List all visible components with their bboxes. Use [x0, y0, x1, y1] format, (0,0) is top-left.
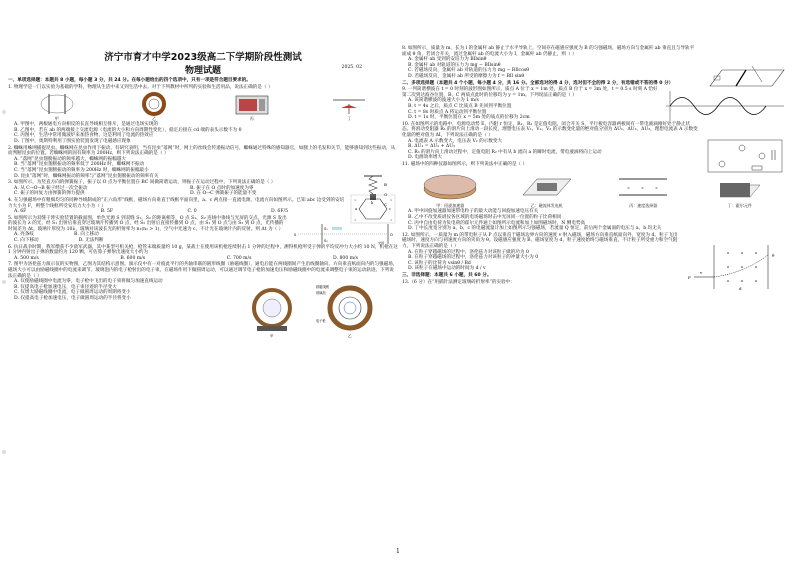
binding-hole	[2, 110, 6, 114]
figure-label: 乙：磁流体发电机	[530, 202, 563, 208]
svg-text:×: ×	[354, 197, 357, 202]
option-b: B. 振子在 O 点时的加速度为零	[190, 185, 254, 191]
option-b: B. ΔU₁ = ΔU₂ + ΔU₃	[408, 144, 455, 150]
option-a: A. 甲中回旋加速器加速带电粒子的最大动能与回旋加速电压有关	[408, 209, 539, 215]
option-a: A. 电流表 A 示数变大，电压表 V₂ 的示数变大	[408, 138, 503, 144]
vertex-label: a	[355, 206, 358, 211]
light-source-label: S	[294, 232, 297, 237]
option-b: B. 600 m/s	[120, 255, 146, 261]
parallel-wires-figure	[37, 92, 77, 116]
microwave-figure	[232, 92, 272, 116]
question-4	[8, 197, 398, 222]
svg-text:×: ×	[627, 185, 631, 190]
question-5	[8, 216, 398, 244]
velocity-selector-icon	[613, 171, 673, 203]
question-stem: 8. 如图所示，质量为 m、长为 l 的金属杆 ab 静止于水平导轨上，空间存在磁感应强度为 B 的匀强磁场，磁场方向与金属杆 ab 垂直且与导轨平面成 θ 角，若闭合开关，流过金属杆 ab 的电流大小为 I，金属杆 ab 仍静止，则（ ）	[402, 46, 695, 57]
question-10	[402, 122, 788, 161]
option-a: A. 在粒子穿越磁场的过程中，洛伦兹力对该粒子做的功为 0	[408, 249, 529, 255]
figure-label: 乙	[152, 115, 157, 121]
section-heading: 二、多项选择题（本题共 4 个小题，每小题 4 分，共 16 分。全部选对的得 4 分，选对但不全的得 2 分，有选错或不答的得 0 分）	[402, 80, 674, 86]
exam-header	[8, 52, 398, 77]
question-7	[8, 262, 398, 339]
figure-label: 乙	[348, 334, 352, 339]
option-c: C. R₃ 的滑片向上滑动过程中，定值电阻 R₂ 中有从 b 流向 a 的瞬时电流，带电液滴将向上运动	[408, 149, 602, 155]
option-a: A. 仅使励磁线圈中电流为零，电子枪中飞出的电子束将做匀加速直线运动	[14, 279, 163, 285]
option-b: B. 向上移动	[74, 232, 99, 238]
figure-label: 丙：速度选择器	[629, 202, 658, 208]
figure-label: 丁	[347, 115, 352, 121]
option-a: A. 亮条纹	[14, 232, 35, 238]
right-column	[402, 46, 788, 291]
option-c: C. 700 m/s	[226, 255, 252, 261]
option-a: A. 甲图中，两根通电方向相反的长直导线相互排斥，是通过电场实现的	[14, 122, 159, 128]
option-c: C. 若磁场反向，金属杆 ab 对轨道的压力为 mg − BIlcosθ	[408, 68, 530, 74]
option-b: B. 金属杆 ab 对轨道的压力为 mg − BIlsinθ	[408, 62, 501, 68]
option-c: C. 丙中自由电荷为负电荷的霍尔元件通上如图所示电流和加上如图磁场时，N 侧电势高	[408, 220, 586, 226]
figure-mhd-generator	[517, 171, 577, 209]
option-a: A. 该简谐横波的波速大小为 1 m/s	[408, 98, 479, 104]
option-d: D. 无法判断	[78, 238, 104, 244]
option-c: C. t = 8s 时质点 A 将运动到平衡位置	[408, 109, 487, 115]
question-1	[8, 85, 398, 145]
question-stem: 4. 在匀强磁场中有粗细均匀的同种导线制成的“正六角形”线框，磁场方向垂直于线框平面向里，a、c 两点接一直流电源，电流方向如图所示。已知 abc 边受到的安培力大小为 F，则整个线框所受安培力大小为（ ）	[8, 197, 345, 209]
option-b: B. 乙图中，若在 ab 的两端接上交流电源（电流的大小和方向周期性变化），稳定后接在 cd 端的表头示数不为 0	[14, 127, 242, 133]
circuit-figure	[702, 136, 788, 176]
vertex-label: c	[389, 206, 391, 211]
figure-ding	[329, 92, 369, 122]
question-stem: 12. 如图所示，一质量为 m 的带电粒子从 P 点以垂直于磁场边界方向的速度 v 射入磁场，磁场方向垂直纸面向外，宽度为 d。粒子飞出磁场时，速度方向与初速度方向的夹角为 θ。设磁感应强度为 B，磁场宽度为 d，粒子速度始终与磁场垂直，不计粒子所受重力和空气阻力。下列说法正确的是（ ）	[402, 232, 678, 250]
option-a: A. “落网”昆虫翅膀振动的频率越大，蜘蛛网的振幅越大	[14, 156, 126, 162]
option-d: D. 在 O→C 弹簧振子的能量不变	[190, 191, 257, 197]
option-d: D. 昆虫“落网”时，蜘蛛网振动的频率与“落网”昆虫翅膀振动的频率有关	[14, 173, 159, 179]
svg-text:×: ×	[641, 185, 645, 190]
screen-label: 光屏	[378, 240, 385, 245]
option-c: C. 仅增大励磁线圈中电流，电子做圆周运动的周期将变小	[14, 290, 131, 296]
figure-label: 甲	[270, 334, 274, 339]
question-stem: 11. 磁场中的四种仪器如图所示，则下列说法中正确的是（ ）	[402, 161, 528, 167]
option-c: C. 该粒子的比荷为 vsinθ / Bd	[408, 260, 471, 266]
svg-text:×: ×	[655, 185, 659, 190]
binding-hole	[2, 450, 6, 454]
slit-label: S₁	[324, 226, 328, 231]
figure-bing	[232, 92, 272, 122]
option-d: D. t = 1s 时，平衡位置在 x = 5m 处的质点的位移为 2cm	[408, 115, 530, 121]
figure-jia	[37, 92, 77, 122]
question-stem: 6. 抗日战争时期，我军缴获不少敌军武器，其中某型号机关枪，枪管末端质量约 10 g，某战士在使用该机枪连续射击 1 分钟的过程中，测得机枪所受子弹的平均反冲力大小约 10 N，机枪在这 1 分钟内射出子弹的数量约为 120 颗，可估算子弹射出速度大小约为	[8, 244, 398, 256]
option-d: D. 仅提高电子枪加速电压，电子做圆周运动的半径将变小	[14, 296, 131, 301]
option-b: B. t = 4s 之后，质点 C 比质点 B 先回到平衡位置	[408, 103, 512, 109]
figure-velocity-selector	[613, 171, 673, 209]
question-6	[8, 245, 398, 262]
figure-cyclotron	[420, 171, 480, 209]
option-a: A. 金属杆 ab 受到的安培力为 BIlsinθ	[408, 57, 487, 63]
question-stem: 10. 在如图所示的电路中，电源电动势 E，内阻 r 恒定，R₁、R₂ 是定值电阻，闭合开关 S，平行板电容器两板间有一带电液滴刚好处于静止状态。将滑动变阻器 R₃ 的滑片向上滑动一段长度，理想电压表 V₁、V₂、V₃ 的示数变化量的绝对值分别为 ΔU₁、ΔU₂、ΔU₃，理想电流表 A 示数变化量的绝对值为 ΔI，下列说法正确的是（ ）	[402, 121, 698, 138]
section-heading: 一、单项选择题：本题共 8 小题，每小题 3 分，共 24 分。在每小题给出的四个选项中，只有一项是符合题目要求的。	[8, 78, 251, 83]
bulb-label: 玻璃泡	[316, 291, 326, 296]
spring-label: C	[384, 202, 388, 208]
option-c: C. 0	[187, 209, 197, 215]
option-row	[8, 256, 398, 262]
gun-label: 电子枪	[316, 319, 326, 324]
option-b: B. 当“落网”昆虫翅膀振动的频率低于 200Hz 时，蜘蛛网不振动	[14, 162, 145, 168]
option-b: B. 仅提高电子枪加速电压，电子束径迹的半径变大	[14, 284, 117, 290]
question-stem: 1. 物理学是一门以实验为基础的学科，物理从生活中来又到生活中去。对于下列教材中所列的实验和生活用品，说法正确的是（ ）	[8, 84, 273, 90]
point-p-label: P	[688, 274, 691, 280]
svg-text:×: ×	[390, 197, 393, 202]
lorentz-force-apparatus-figure	[232, 282, 396, 338]
question-stem: 13.（6 分）在“用插针法测定玻璃砖折射率”的实验中：	[402, 279, 515, 285]
spring-label: B	[384, 182, 387, 188]
binding-margin	[0, 0, 8, 561]
option-a: A. 从 C→O→B 振子经过一次全振动	[14, 185, 88, 191]
option-a: A. 500 m/s	[14, 255, 39, 261]
option-d: D. 6F/5	[270, 209, 288, 215]
figure-label: 甲：回旋加速器	[436, 202, 465, 208]
binding-hole	[2, 280, 6, 284]
figure-yi	[134, 92, 174, 122]
left-column	[8, 78, 398, 339]
question-2	[8, 146, 398, 180]
question-stem: 5. 如图所示为双缝干涉实验装置的截面图，单色光源 S 到双缝 S₁、S₂ 的距离相等，O 点 S₁、S₂ 连线中垂线与光屏的交点。光源 S 发出的波长为 λ 的光，经 S₁ 出射后垂直穿过玻璃片传播到 O 点，经 S₂ 出射后直接传播到 O 点，由 S₁ 到 O 点与由 S₂ 到 O 点，光传播的时间差为 Δt。玻璃片厚度为 10λ，玻璃对该波长光的折射率为 n₁(n₁ > 1)，空气中光速为 c，不计光在玻璃片内的反射。则 Δt 为（ ）	[8, 215, 287, 232]
toroid-coil-figure	[134, 92, 174, 116]
exam-subject: 物理试题	[184, 66, 221, 76]
vertex-label: b	[371, 200, 374, 205]
double-slit-figure	[292, 222, 396, 246]
option-b: B. 5F	[100, 209, 114, 215]
option-c: C. 振子的回复力由弹簧的弹力提供	[14, 191, 85, 197]
option-row	[8, 209, 348, 215]
option-b: B. 乙中不改变质谱仪各区域的电场磁场时击中光屏同一位置的粒子比荷相同	[408, 215, 562, 221]
page-number: 1	[396, 548, 400, 555]
figure-label: 甲	[54, 115, 59, 121]
option-c: C. 向下移动	[14, 238, 39, 244]
svg-text:×: ×	[390, 217, 393, 222]
point-o-label: O	[390, 232, 393, 237]
option-d: D. 若磁场反向，金属杆 ab 所受的摩擦力为 f = BIl sinθ	[408, 73, 525, 79]
question-stem: 9. 一列简谐横波在 t = 0 时刻的波形图如图所示，质点 A 位于 x = 1m 处，质点 B 位于 x = 3m 处，t = 0.5 s 时刻 A 恰好第二次到达波谷位置，B、C 两质点此时的位移均为 y = 1m。下列说法正确的是（ ）	[402, 87, 658, 98]
question-8	[402, 46, 788, 80]
question-stem: 7. 图甲为洛伦兹力演示仪的实物图，乙图为其结构示意图。演示仪中有一对彼此平行的共轴串联的圆形线圈（励磁线圈），通电后能在两线圈间产生沿线圈轴向、方向垂直纸面向内的匀强磁场，磁场大小可以由励磁线圈中的电流来调节。玻璃泡内的电子枪射出的电子束，在磁场作用下做圆周运动，可以通过调节电子枪的加速电压和励磁线圈中的电流来调整电子束的运动轨迹。下列说法正确的是（ ）	[8, 262, 398, 279]
spring-label: O	[384, 192, 388, 198]
magnetic-field-region-figure	[684, 243, 784, 291]
section-heading: 三、非选择题：本题共 6 小题，共 60 分。	[402, 273, 492, 278]
question-9	[402, 87, 788, 121]
angle-label: θ	[772, 252, 775, 258]
option-c: C. 丙图中，生活中常用微波炉来加热食物，这是利用了电流的热效应	[14, 133, 154, 139]
compass-needle-figure	[329, 92, 369, 116]
mhd-generator-icon	[517, 171, 577, 203]
width-label: d	[739, 285, 742, 291]
figure-row	[8, 91, 398, 121]
option-d: D. 该粒子在磁场中运动的时间为 d / v	[408, 266, 486, 272]
option-d: D. 800 m/s	[333, 255, 358, 261]
figure-label: 丙	[249, 115, 254, 121]
velocity-label: v	[700, 269, 703, 275]
exam-date: 2025. 02	[341, 65, 362, 70]
svg-text:×: ×	[354, 217, 357, 222]
wave-graph-figure	[662, 89, 788, 123]
option-d: D. 丁中长度宽分别为 a、b，c 的电磁流量计加上如图所示匀强磁场，若流量 Q 恒定，前后两个金属面的电压与 a、b 均无关	[408, 226, 662, 232]
coil-label: 励磁线圈	[316, 285, 329, 290]
question-stem: 2. 蜘蛛用蛛网捕捉昆虫。蜘蛛网在昆虫作用下振动，有研究表明，当有昆虫“落网”时，网上的丝线会传递振动信号，蜘蛛通过特殊的感知器官，如腿上的毛发和关节，能够感知到这些振动，从而判断昆虫的位置。若蜘蛛网的固有频率为 200Hz，则下列说法正确的是（ ）	[8, 145, 396, 157]
question-stem: 3. 如图所示，为竖直方向的弹簧振子，振子以 O 点为平衡位置在 BC 间做简谐运动，则振子在运动过程中，下列说法正确的是（ ）	[8, 180, 276, 186]
option-d: D. 丁图中，奥斯特利用丁图实验装置发现了电磁感应现象	[14, 138, 131, 144]
option-c: C. 当“落网”昆虫翅膀振动的频率为 200Hz 时，蜘蛛网的振幅最小	[14, 167, 149, 173]
option-d: D. 电源效率增大	[408, 155, 443, 161]
figure-label: 丁：霍尔元件	[727, 202, 752, 208]
option-a: A. 6F	[14, 209, 27, 215]
exam-title: 济宁市育才中学2023级高二下学期阶段性测试	[104, 52, 302, 63]
figure-hall-element	[710, 171, 770, 209]
option-b: B. 在粒子穿越磁场的过程中，洛伦兹力对该粒子的冲量大小为 0	[408, 255, 539, 261]
cyclotron-icon	[420, 171, 480, 203]
slit-label: S₂	[324, 238, 328, 243]
